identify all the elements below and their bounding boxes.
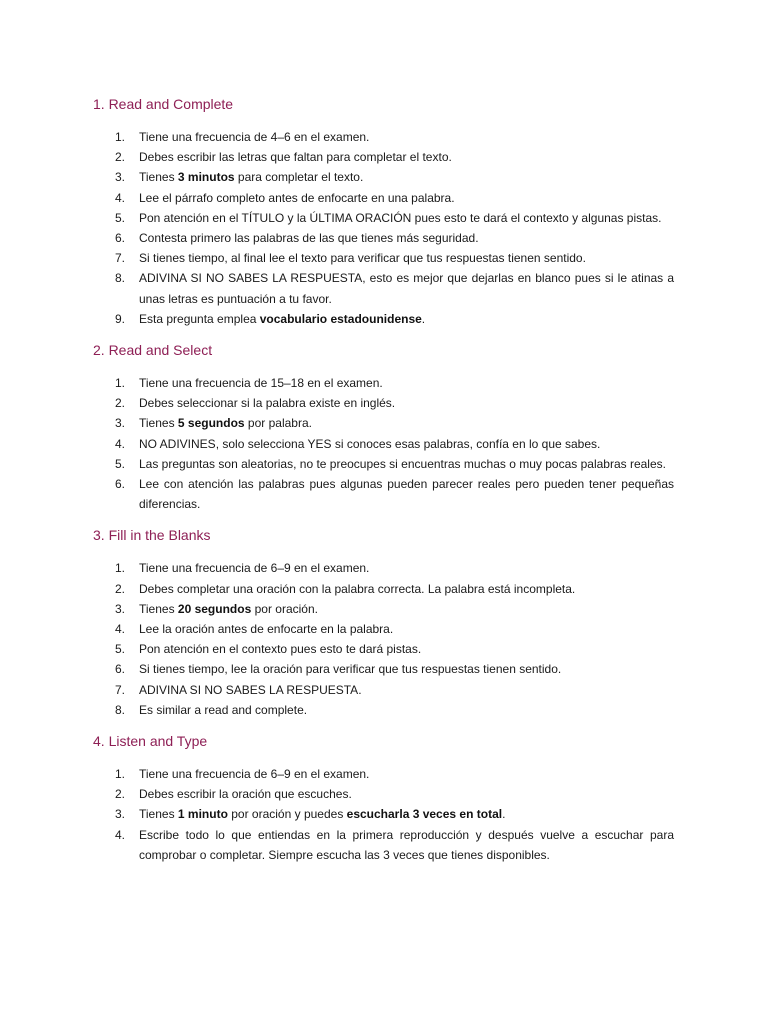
list-item-number: 3. (115, 416, 126, 431)
list-item-number: 7. (115, 251, 126, 266)
list-item (93, 639, 674, 659)
list-item (93, 680, 674, 700)
list-item-number: 2. (115, 581, 126, 596)
text-run: para completar el texto. (234, 170, 364, 185)
list-item-number: 9. (115, 311, 126, 326)
section-title: 1. Read and Complete (93, 96, 234, 112)
text-run: Tienes (139, 807, 178, 822)
text-run: Pon atención en el contexto pues esto te dará pistas. (139, 642, 422, 657)
section-title: 3. Fill in the Blanks (93, 527, 211, 544)
list-item (93, 127, 674, 147)
list-item-number: 4. (115, 827, 126, 842)
list-item (93, 474, 674, 514)
list-item-number: 8. (115, 271, 126, 286)
text-run: Debes completar una oración con la palabra correcta. La palabra está incompleta. (139, 581, 576, 596)
list-item (93, 248, 674, 268)
text-run: Tienes (139, 170, 178, 185)
text-run: Si tienes tiempo, al final lee el texto para verificar que tus respuestas tienen sentido. (139, 251, 586, 266)
list-item (93, 825, 674, 865)
text-run: Debes seleccionar si la palabra existe en inglés. (139, 396, 396, 411)
text-run: Es similar a read and complete. (139, 702, 308, 717)
text-run: . (502, 807, 506, 822)
list-item (93, 147, 674, 167)
list-item-number: 7. (115, 682, 126, 697)
list-item-number: 3. (115, 170, 126, 185)
list-item (93, 188, 674, 208)
list-item (93, 579, 674, 599)
list-item-number: 1. (115, 767, 126, 782)
text-run: por oración y puedes (227, 807, 347, 822)
item-list (93, 764, 674, 865)
list-item-number: 2. (115, 787, 126, 802)
text-run: por palabra. (244, 416, 312, 431)
list-item-number: 4. (115, 436, 126, 451)
list-item (93, 659, 674, 679)
list-item (93, 619, 674, 639)
section-read-and-complete (93, 94, 674, 329)
text-run: ADIVINA SI NO SABES LA RESPUESTA, esto es mejor que dejarlas en blanco pues si le atinas a unas letras es puntuación a tu favor. (139, 271, 674, 306)
section-title: 2. Read and Select (93, 342, 213, 359)
section-read-and-select (93, 340, 674, 514)
list-item-number: 1. (115, 376, 126, 391)
bold-text: 5 segundos (177, 416, 245, 431)
bold-text: 20 segundos (177, 601, 252, 616)
section-title: 4. Listen and Type (93, 733, 208, 750)
text-run: Debes escribir las letras que faltan para completar el texto. (139, 150, 452, 165)
list-item (93, 268, 674, 308)
list-item-number: 6. (115, 477, 126, 492)
list-item-number: 6. (115, 231, 126, 246)
list-item-number: 1. (115, 561, 126, 576)
text-run: . (421, 311, 426, 326)
item-list (93, 127, 674, 329)
text-run: Si tienes tiempo, lee la oración para verificar que tus respuestas tienen sentido. (139, 662, 562, 677)
list-item (93, 228, 674, 248)
list-item (93, 784, 674, 804)
list-item-number: 1. (115, 130, 126, 144)
list-item-number: 3. (115, 601, 126, 616)
bold-text: escucharla 3 veces en total (346, 807, 503, 822)
text-run: Tienes (139, 601, 178, 616)
text-run: por oración. (251, 601, 318, 616)
text-run: NO ADIVINES, solo selecciona YES si conoces esas palabras, confía en lo que sabes. (139, 436, 601, 451)
text-run: Esta pregunta emplea (139, 311, 260, 326)
text-run: Las preguntas son aleatorias, no te preocupes si encuentras muchas o muy pocas palabras reales. (139, 456, 666, 471)
list-item (93, 599, 674, 619)
list-item (93, 804, 674, 824)
list-item-number: 3. (115, 807, 126, 822)
bold-text: 3 minutos (177, 170, 235, 185)
list-item-number: 4. (115, 190, 126, 205)
text-run: Contesta primero las palabras de las que tienes más seguridad. (139, 231, 479, 246)
list-item (93, 434, 674, 454)
text-run: Lee el párrafo completo antes de enfocarte en una palabra. (139, 190, 455, 205)
item-list (93, 558, 674, 720)
section-fill-in-the-blanks (93, 525, 674, 720)
list-item (93, 558, 674, 578)
item-list (93, 373, 674, 514)
list-item (93, 309, 674, 329)
list-item-number: 5. (115, 210, 126, 225)
section-listen-and-type (93, 731, 674, 865)
list-item (93, 454, 674, 474)
list-item (93, 700, 674, 720)
text-run: Tiene una frecuencia de 6–9 en el examen. (139, 561, 370, 576)
list-item (93, 764, 674, 784)
bold-text: 1 minuto (177, 807, 228, 822)
list-item (93, 413, 674, 433)
list-item-number: 2. (115, 396, 126, 411)
text-run: Pon atención en el TÍTULO y la ÚLTIMA ORACIÓN pues esto te dará el contexto y algunas pistas. (139, 210, 662, 225)
list-item-number: 4. (115, 622, 126, 637)
text-run: ADIVINA SI NO SABES LA RESPUESTA. (139, 682, 362, 697)
list-item (93, 373, 674, 393)
list-item-number: 5. (115, 456, 126, 471)
text-run: Tiene una frecuencia de 15–18 en el examen. (139, 376, 383, 391)
list-item-number: 8. (115, 702, 126, 717)
bold-text: vocabulario estadounidense (259, 311, 422, 326)
list-item-number: 2. (115, 150, 126, 165)
list-item-number: 6. (115, 662, 126, 677)
text-run: Tiene una frecuencia de 4–6 en el examen. (139, 130, 370, 144)
text-run: Escribe todo lo que entiendas en la primera reproducción y después vuelve a escuchar para comprobar o completar. Siempre escucha las 3 veces que tienes disponibles. (139, 827, 674, 862)
text-run: Lee con atención las palabras pues algunas pueden parecer reales pero pueden tener pequeñas diferencias. (139, 477, 674, 512)
text-run: Tienes (139, 416, 178, 431)
text-run: Debes escribir la oración que escuches. (139, 787, 352, 802)
list-item (93, 167, 674, 187)
list-item (93, 393, 674, 413)
list-item (93, 208, 674, 228)
text-run: Tiene una frecuencia de 6–9 en el examen. (139, 767, 370, 782)
text-run: Lee la oración antes de enfocarte en la palabra. (139, 622, 394, 637)
list-item-number: 5. (115, 642, 126, 657)
